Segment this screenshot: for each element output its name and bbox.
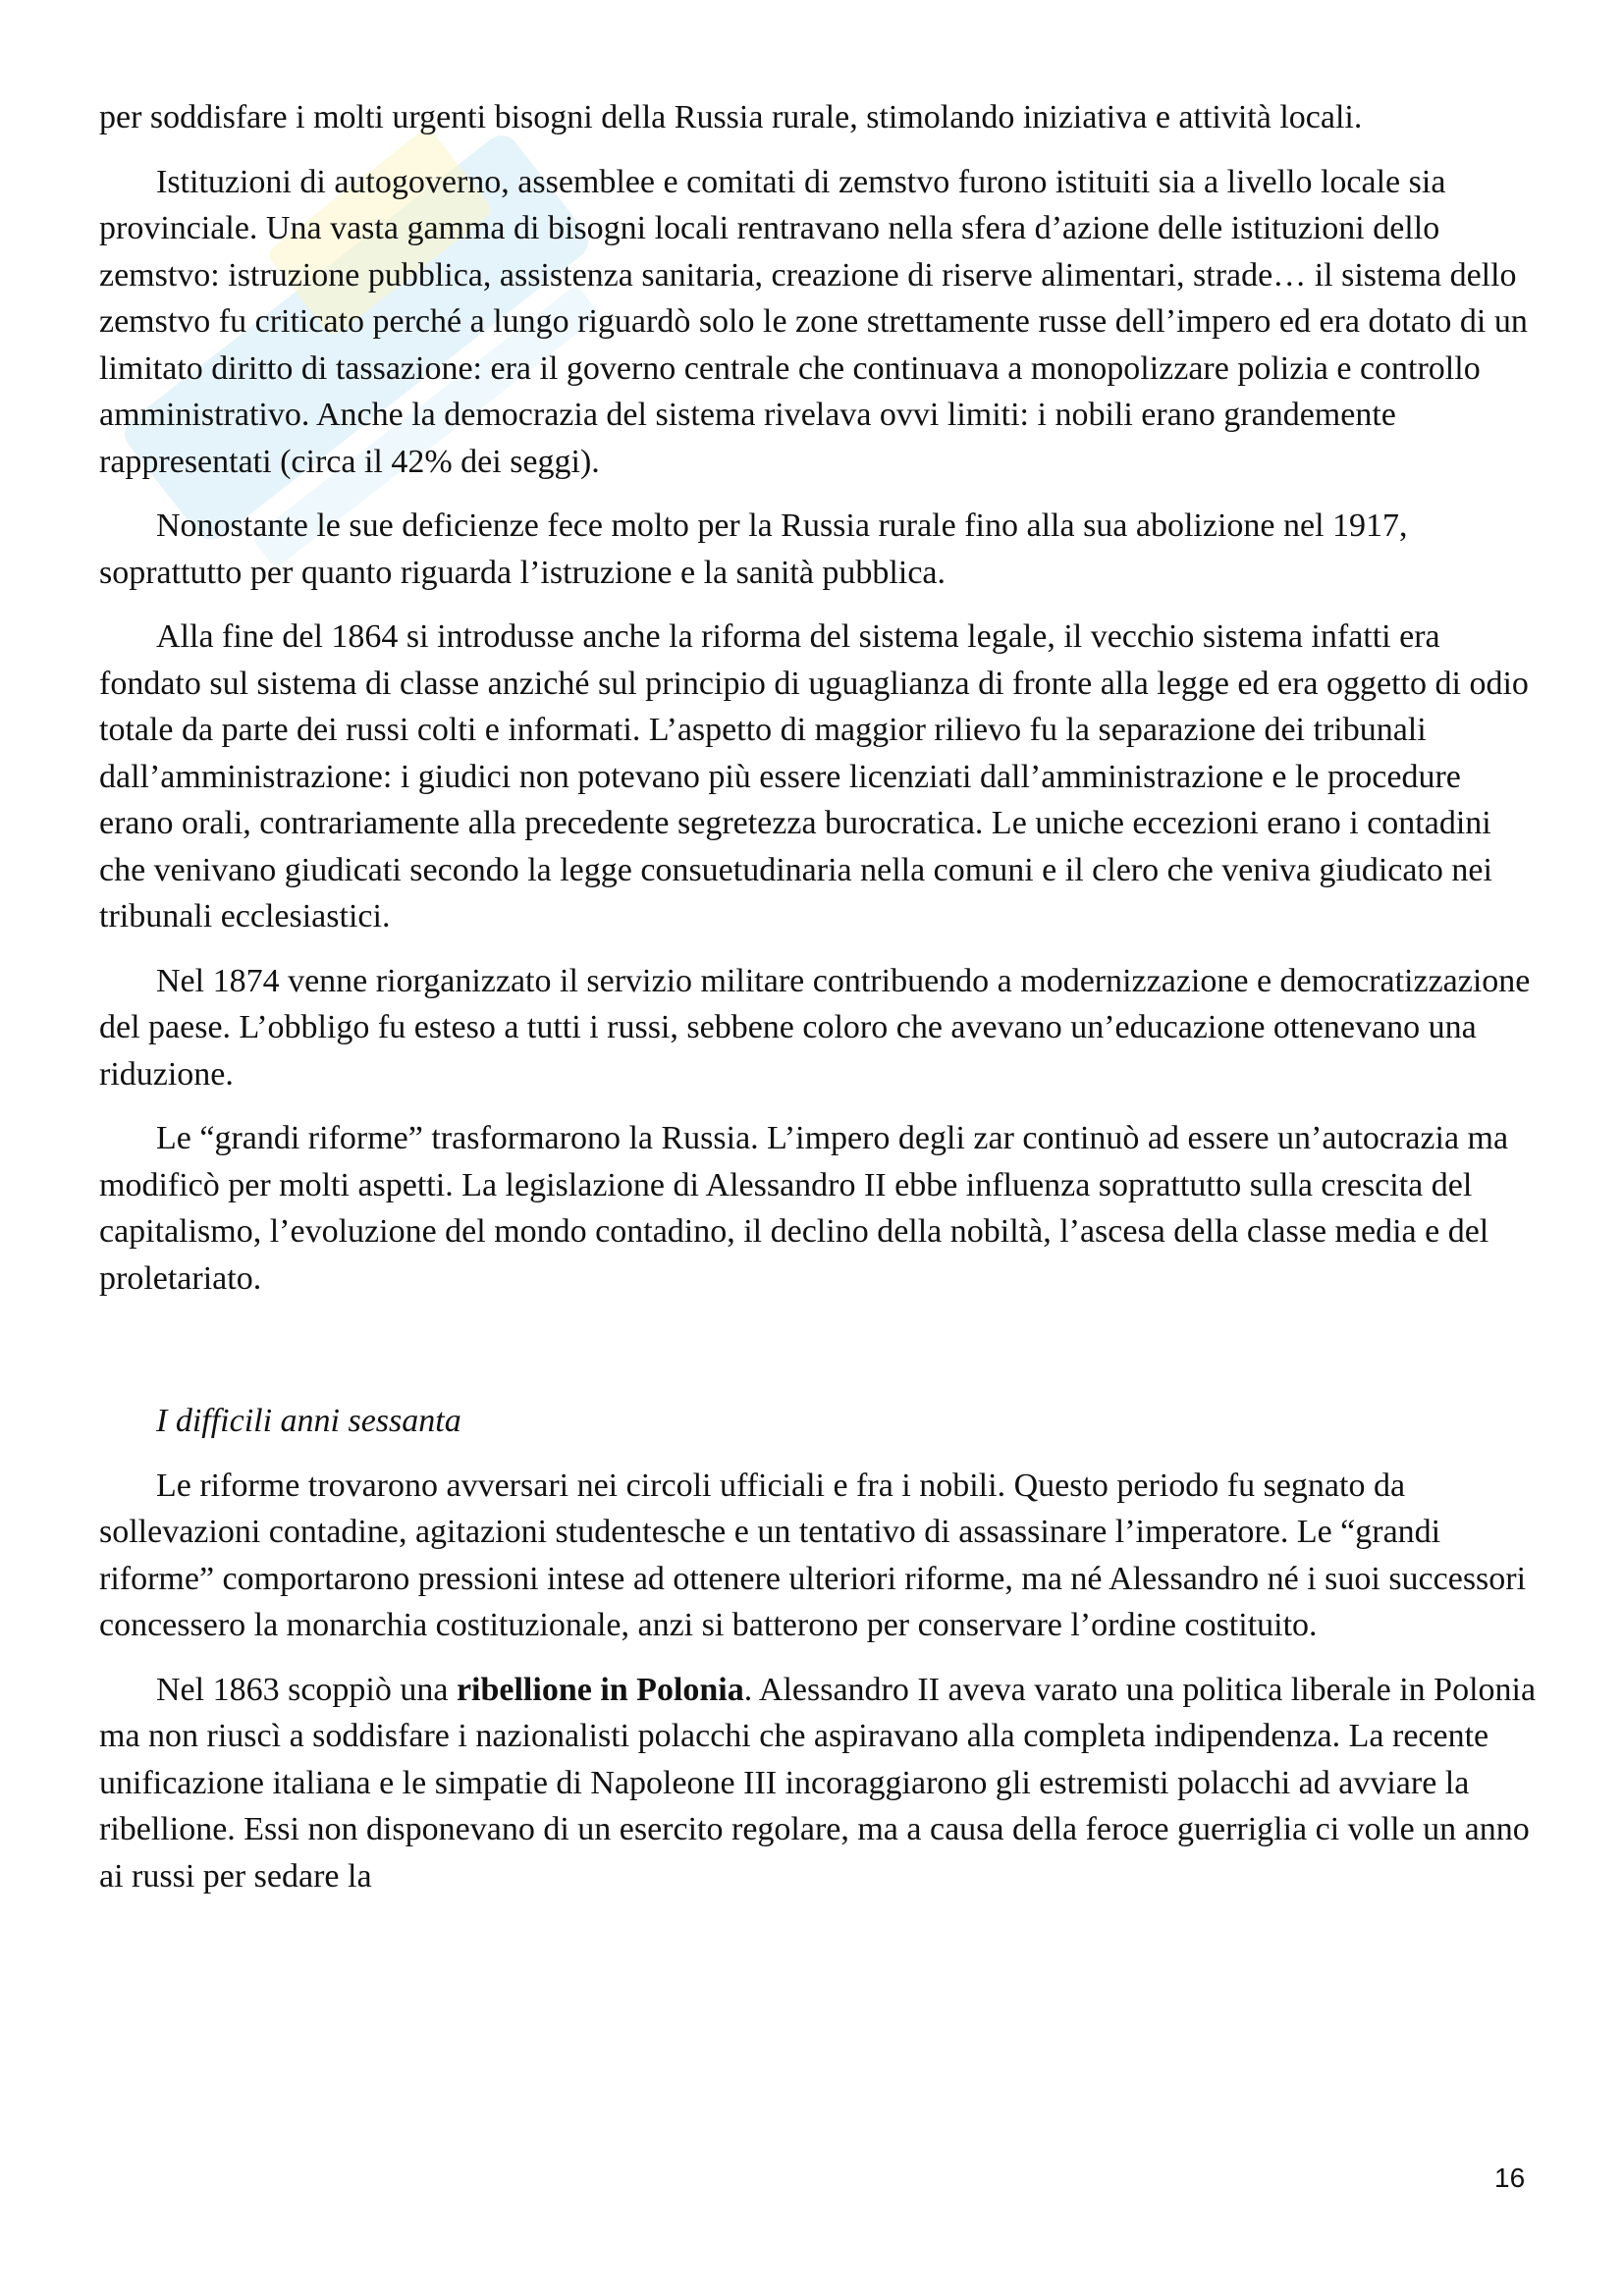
bold-phrase: ribellione in Polonia <box>456 1671 744 1708</box>
paragraph-text: . Alessandro II aveva varato una politica liberale in Polonia ma non riuscì a soddisfare i nazionalisti polacchi che aspiravano alla completa indipendenza. La recente unificazione italiana e le simpatie di Napoleone III incoraggiarono gli estremisti polacchi ad avviare la ribellione. Essi non disponevano di un esercito regolare, ma a causa della feroce guerriglia ci volle un anno ai russi per sedare la <box>99 1671 1537 1895</box>
paragraph: Nel 1874 venne riorganizzato il servizio militare contribuendo a modernizzazione e democratizzazione del paese. L’obbligo fu esteso a tutti i russi, sebbene coloro che avevano un’educazione ottenevano una riduzione. <box>99 962 1531 1093</box>
paragraph: Le “grandi riforme” trasformarono la Russia. L’impero degli zar continuò ad essere un’autocrazia ma modificò per molti aspetti. La legislazione di Alessandro II ebbe influenza soprattutto sulla crescita del capitalismo, l’evoluzione del mondo contadino, il declino della nobiltà, l’ascesa della classe media e del proletariato. <box>99 1120 1509 1297</box>
section-heading: I difficili anni sessanta <box>156 1403 461 1439</box>
paragraph-text: Nel 1863 scoppiò una <box>156 1671 457 1708</box>
paragraph <box>99 1667 1539 1900</box>
document-body <box>99 94 1539 1917</box>
paragraph: Le riforme trovarono avversari nei circoli ufficiali e fra i nobili. Questo periodo fu segnato da sollevazioni contadine, agitazioni studentesche e un tentativo di assassinare l’imperatore. Le “grandi riforme” comportarono pressioni intese ad ottenere ulteriori riforme, ma né Alessandro né i suoi successori concessero la monarchia costituzionale, anzi si batterono per conservare l’ordine costituito. <box>99 1467 1527 1643</box>
paragraph: per soddisfare i molti urgenti bisogni della Russia rurale, stimolando iniziativa e attività locali. <box>99 99 1363 135</box>
paragraph: Istituzioni di autogoverno, assemblee e comitati di zemstvo furono istituiti sia a livello locale sia provinciale. Una vasta gamma di bisogni locali rentravano nella sfera d’azione delle istituzioni dello zemstvo: istruzione pubblica, assistenza sanitaria, creazione di riserve alimentari, strade… il sistema dello zemstvo fu criticato perché a lungo riguardò solo le zone strettamente russe dell’impero ed era dotato di un limitato diritto di tassazione: era il governo centrale che continuava a monopolizzare polizia e controllo amministrativo. Anche la democrazia del sistema rivelava ovvi limiti: i nobili erano grandemente rappresentati (circa il 42% dei seggi). <box>99 163 1528 480</box>
paragraph: Nonostante le sue deficienze fece molto per la Russia rurale fino alla sua abolizione nel 1917, soprattutto per quanto riguarda l’istruzione e la sanità pubblica. <box>99 507 1408 591</box>
page-number: 16 <box>1494 2163 1526 2193</box>
paragraph: Alla fine del 1864 si introdusse anche la riforma del sistema legale, il vecchio sistema infatti era fondato sul sistema di classe anziché sul principio di uguaglianza di fronte alla legge ed era oggetto di odio totale da parte dei russi colti e informati. L’aspetto di maggior rilievo fu la separazione dei tribunali dall’amministrazione: i giudici non potevano più essere licenziati dall’amministrazione e le procedure erano orali, contrariamente alla precedente segretezza burocratica. Le uniche eccezioni erano i contadini che venivano giudicati secondo la legge consuetudinaria nella comuni e il clero che veniva giudicato nei tribunali ecclesiastici. <box>99 618 1529 934</box>
